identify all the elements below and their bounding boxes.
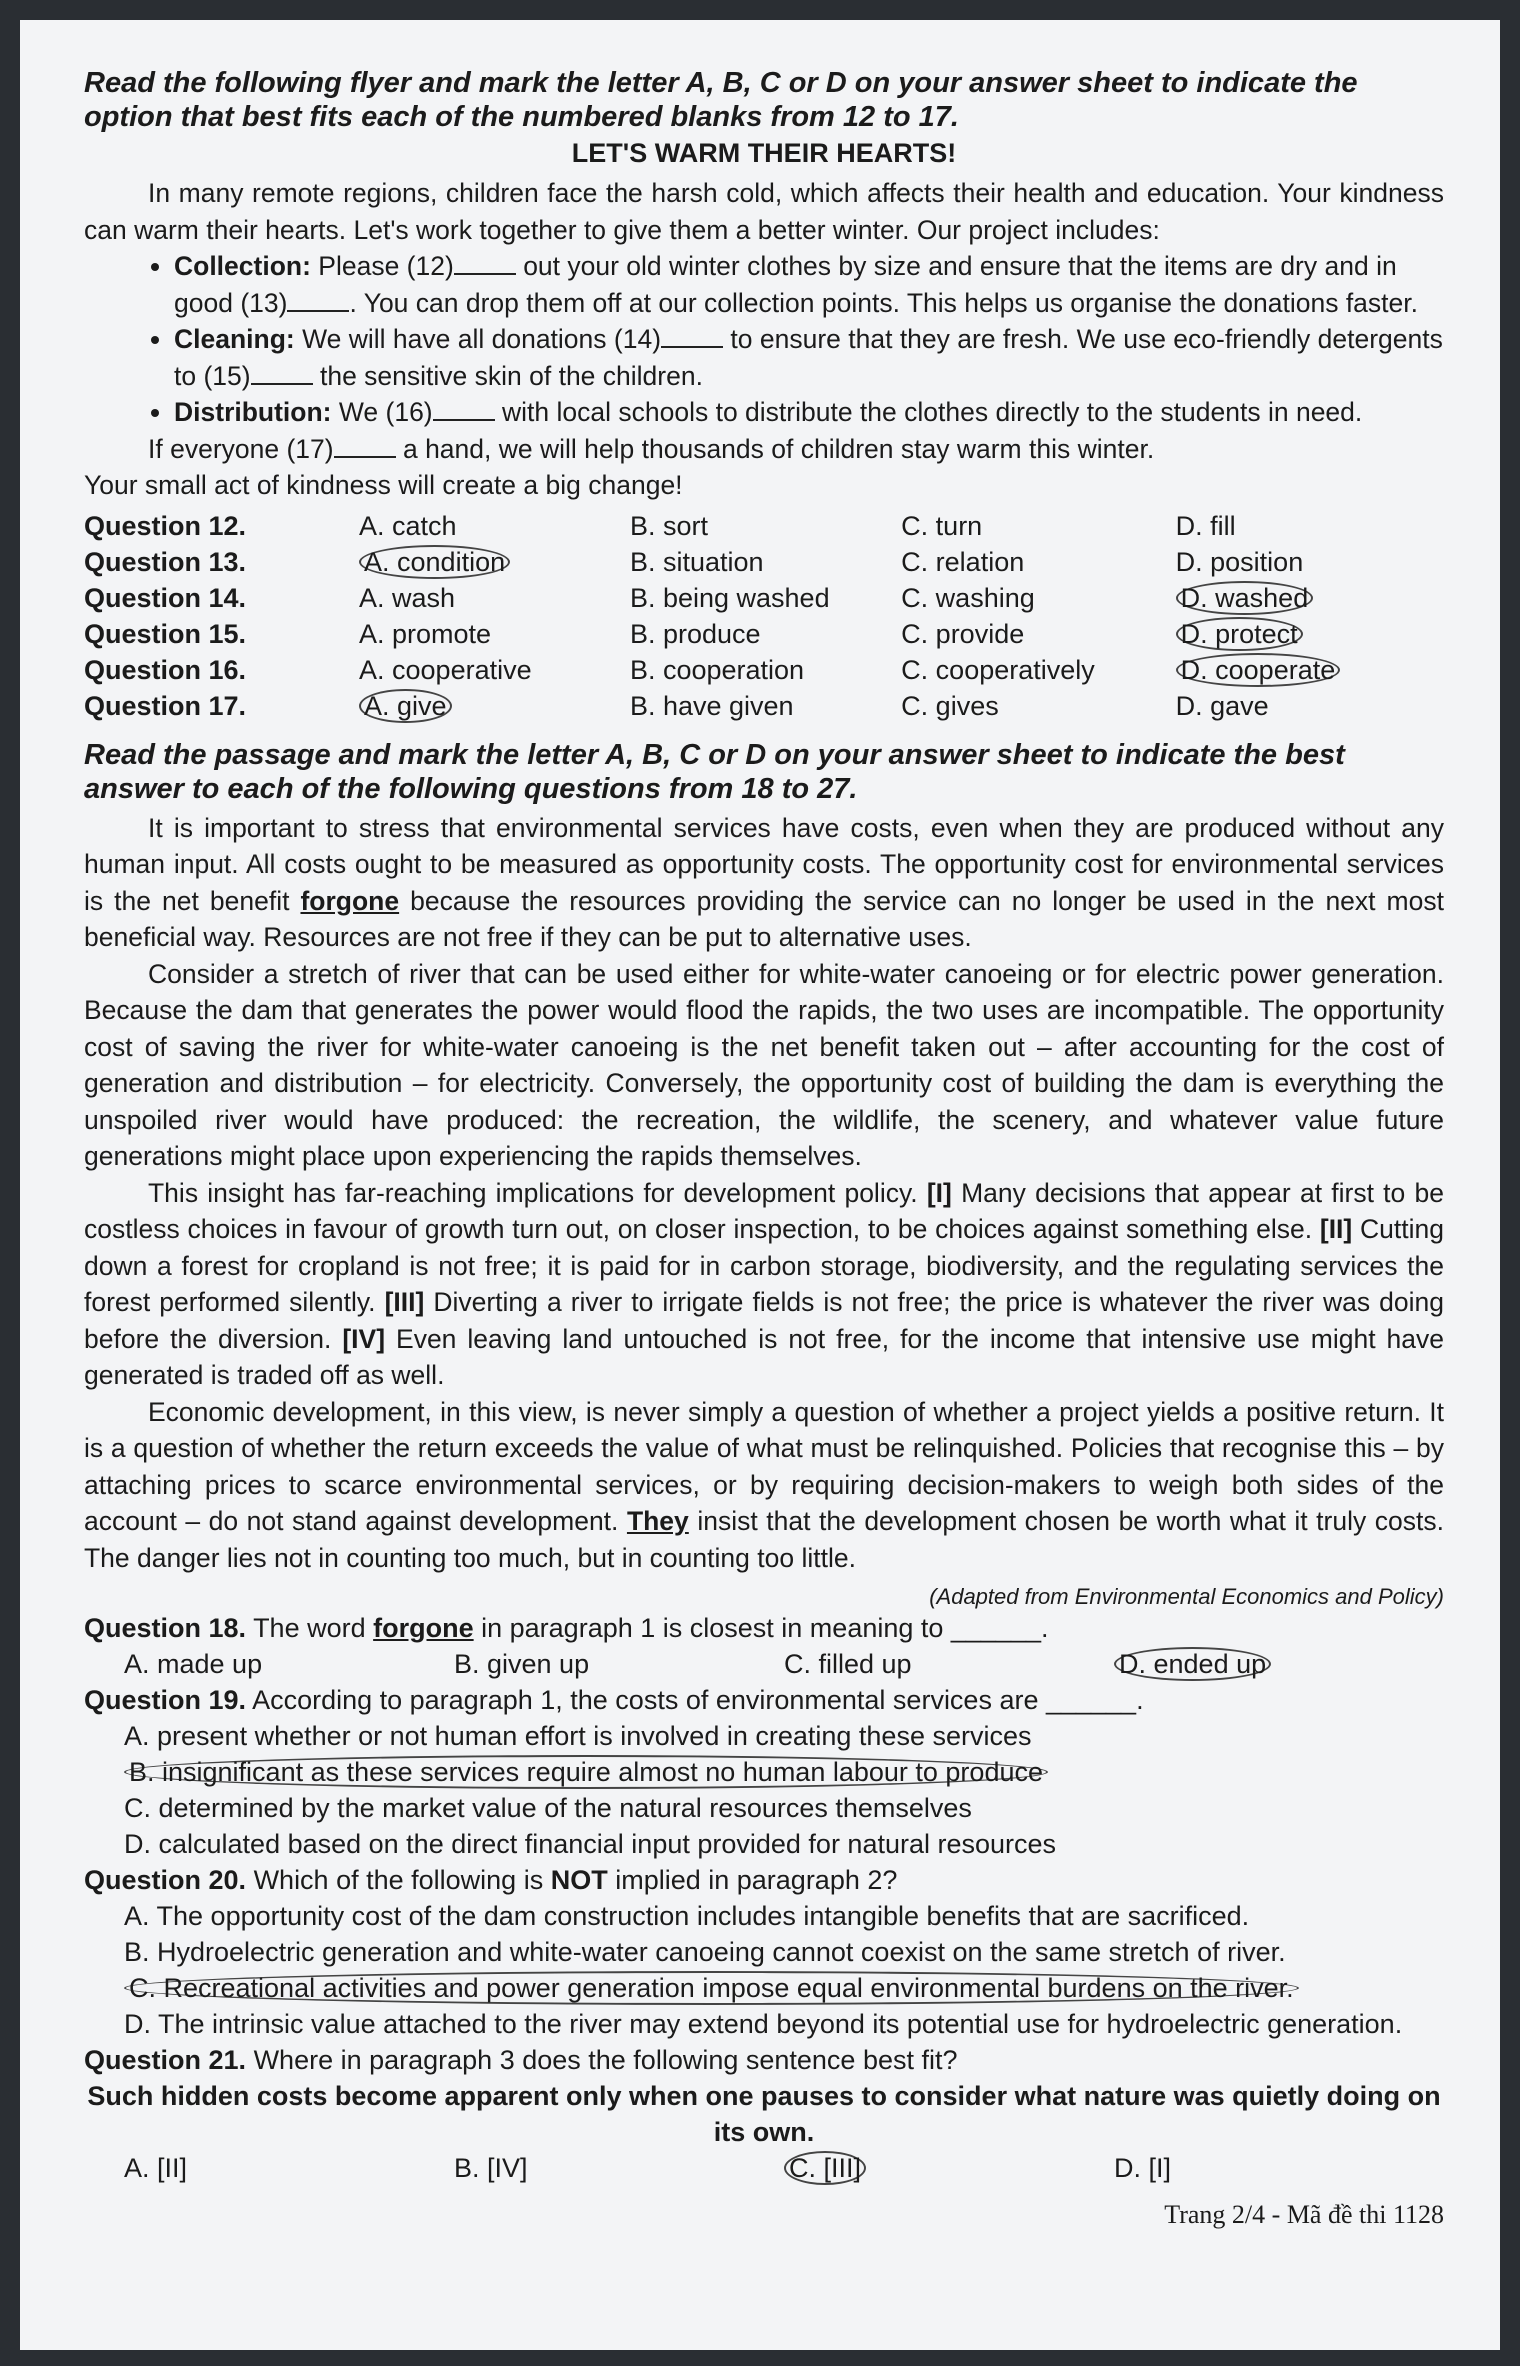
flyer-bullets	[84, 248, 1444, 431]
blank-16	[433, 418, 495, 421]
keyword-they: They	[626, 1506, 689, 1536]
section2-instruction: Read the passage and mark the letter A, B, C or D on your answer sheet to indicate the best answer to each of the following questions from 18 to 27.	[84, 738, 1345, 805]
question-20-option-b: B. Hydroelectric generation and white-water canoeing cannot coexist on the same stretch of river.	[124, 1937, 1286, 1967]
question-row: Question 16. A. cooperative B. cooperation C. cooperatively D. cooperate	[84, 652, 1444, 688]
marker-2: [II]	[1319, 1214, 1353, 1244]
passage-paragraph-3: This insight has far-reaching implications for development policy. [I] Many decisions that appear at first to be costless choices in favour of growth turn out, on closer inspection, to be choices against something else. [II] Cutting down a forest for cropland is not free; it is paid for in carbon storage, biodiversity, and the regulating services the forest performed silently. [III] Diverting a river to irrigate fields is not free; the price is whatever the river was doing before the diversion. [IV] Even leaving land untouched is not free, for the income that intensive use might have generated is traded off as well.	[84, 1177, 1445, 1390]
blank-14	[661, 345, 723, 348]
question-row: Question 12. A. catch B. sort C. turn D. fill	[84, 510, 1236, 541]
circled-answer: B. insignificant as these services require almost no human labour to produce	[124, 1755, 1048, 1789]
passage-source: (Adapted from Environmental Economics and Policy)	[929, 1584, 1444, 1609]
blank-13	[287, 309, 349, 312]
circled-answer: D. washed	[1176, 581, 1314, 615]
section1-instruction: Read the following flyer and mark the letter A, B, C or D on your answer sheet to indicate the option that best fits each of the numbered blanks from 12 to 17.	[84, 67, 1358, 133]
marker-4: [IV]	[342, 1323, 386, 1354]
passage-paragraph-4: Economic development, in this view, is never simply a question of whether a project yields a positive return. It is a question of whether the return exceeds the value of what must be relinquished. Policies that recognise this – by attaching prices to scarce environmental services, or by requiring decision-makers to weigh both sides of the account – do not stand against development. They insist that the development chosen be worth what it truly costs. The danger lies not in counting too much, but in counting too little.	[84, 1396, 1444, 1573]
marker-3: [III]	[384, 1287, 425, 1317]
question-21: Question 21. Where in paragraph 3 does the following sentence best fit?	[84, 2045, 958, 2075]
question-19-option-d: D. calculated based on the direct financial input provided for natural resources	[124, 1829, 1057, 1859]
blank-12	[454, 272, 516, 275]
flyer-intro: In many remote regions, children face the harsh cold, which affects their health and education. Your kindness can warm their hearts. Let's work together to give them a better winter. Our project includes:	[84, 178, 1444, 245]
circled-answer: A. condition	[359, 545, 510, 579]
exam-page	[20, 20, 1500, 2350]
circled-answer: D. protect	[1176, 617, 1303, 651]
question-21-options: A. [II] B. [IV] C. [III] D. [I]	[124, 2153, 1172, 2183]
circled-answer: A. give	[359, 689, 452, 723]
question-20-option-d: D. The intrinsic value attached to the river may extend beyond its potential use for hydroelectric generation.	[124, 2009, 1403, 2039]
bullet-cleaning: • Cleaning: We will have all donations (14) to ensure that they are fresh. We use eco-friendly detergents to (15) the sensitive skin of the children.	[174, 321, 1444, 394]
bullet-distribution: • Distribution: We (16) with local schools to distribute the clothes directly to the students in need.	[174, 394, 1444, 431]
question-18-options: A. made up B. given up C. filled up D. ended up	[84, 1646, 1444, 1682]
bullet-collection: • Collection: Please (12) out your old winter clothes by size and ensure that the items are dry and in good (13) . You can drop them off at our collection points. This helps us organise the donations faster.	[174, 248, 1444, 321]
question-20-option-a: A. The opportunity cost of the dam construction includes intangible benefits that are sacrificed.	[124, 1901, 1250, 1931]
keyword-forgone: forgone	[300, 885, 400, 916]
question-row: Question 14. A. wash B. being washed C. washing D. washed	[84, 580, 1444, 616]
question-row: Question 15. A. promote B. produce C. provide D. protect	[84, 616, 1444, 652]
passage-paragraph-1: It is important to stress that environmental services have costs, even when they are produced without any human input. All costs ought to be measured as opportunity costs. The opportunity cost for environmental services is the net benefit forgone because the resources providing the service can no longer be used in the next most beneficial way. Resources are not free if they can be put to alternative uses.	[84, 812, 1444, 952]
circled-answer: D. ended up	[1114, 1647, 1271, 1681]
blank-15	[251, 382, 313, 385]
question-19-option-a: A. present whether or not human effort is involved in creating these services	[124, 1721, 1032, 1751]
flyer-closing: If everyone (17) a hand, we will help thousands of children stay warm this winter. Your small act of kindness will create a big change!	[84, 433, 1155, 500]
questions-12-17	[84, 508, 1444, 724]
question-20-option-c	[84, 1970, 1444, 2006]
question-21-sentence: Such hidden costs become apparent only when one pauses to consider what nature was quietly doing on its own.	[87, 2081, 1441, 2147]
question-20: Question 20. Which of the following is NOT implied in paragraph 2?	[84, 1865, 898, 1895]
circled-answer: D. cooperate	[1176, 653, 1341, 687]
blank-17	[334, 455, 396, 458]
question-row: Question 13. A. condition B. situation C. relation D. position	[84, 546, 1304, 577]
question-19-option-c: C. determined by the market value of the natural resources themselves	[124, 1793, 972, 1823]
question-18: Question 18. The word forgone in paragraph 1 is closest in meaning to ______.	[84, 1613, 1049, 1643]
marker-1: [I]	[926, 1177, 952, 1208]
circled-answer: C. Recreational activities and power generation impose equal environmental burdens on the river.	[124, 1971, 1299, 2005]
question-19-option-b	[84, 1754, 1444, 1790]
page-footer: Trang 2/4 - Mã đề thi 1128	[1164, 2200, 1444, 2229]
flyer-title: LET'S WARM THEIR HEARTS!	[571, 138, 957, 168]
passage-paragraph-2: Consider a stretch of river that can be used either for white-water canoeing or for electric power generation. Because the dam that generates the power would flood the rapids, the two uses are incompatible. The opportunity cost of saving the river for white-water canoeing is the net benefit taken out – after accounting for the cost of generation and distribution – for electricity. Conversely, the opportunity cost of building the dam is everything the unspoiled river would have produced: the recreation, the wildlife, the scenery, and whatever value future generations might place upon experiencing the rapids themselves.	[84, 958, 1444, 1171]
question-19: Question 19. According to paragraph 1, the costs of environmental services are ______.	[84, 1685, 1144, 1715]
question-row: Question 17. A. give B. have given C. gives D. gave	[84, 690, 1269, 721]
circled-answer: C. [III]	[784, 2151, 866, 2185]
